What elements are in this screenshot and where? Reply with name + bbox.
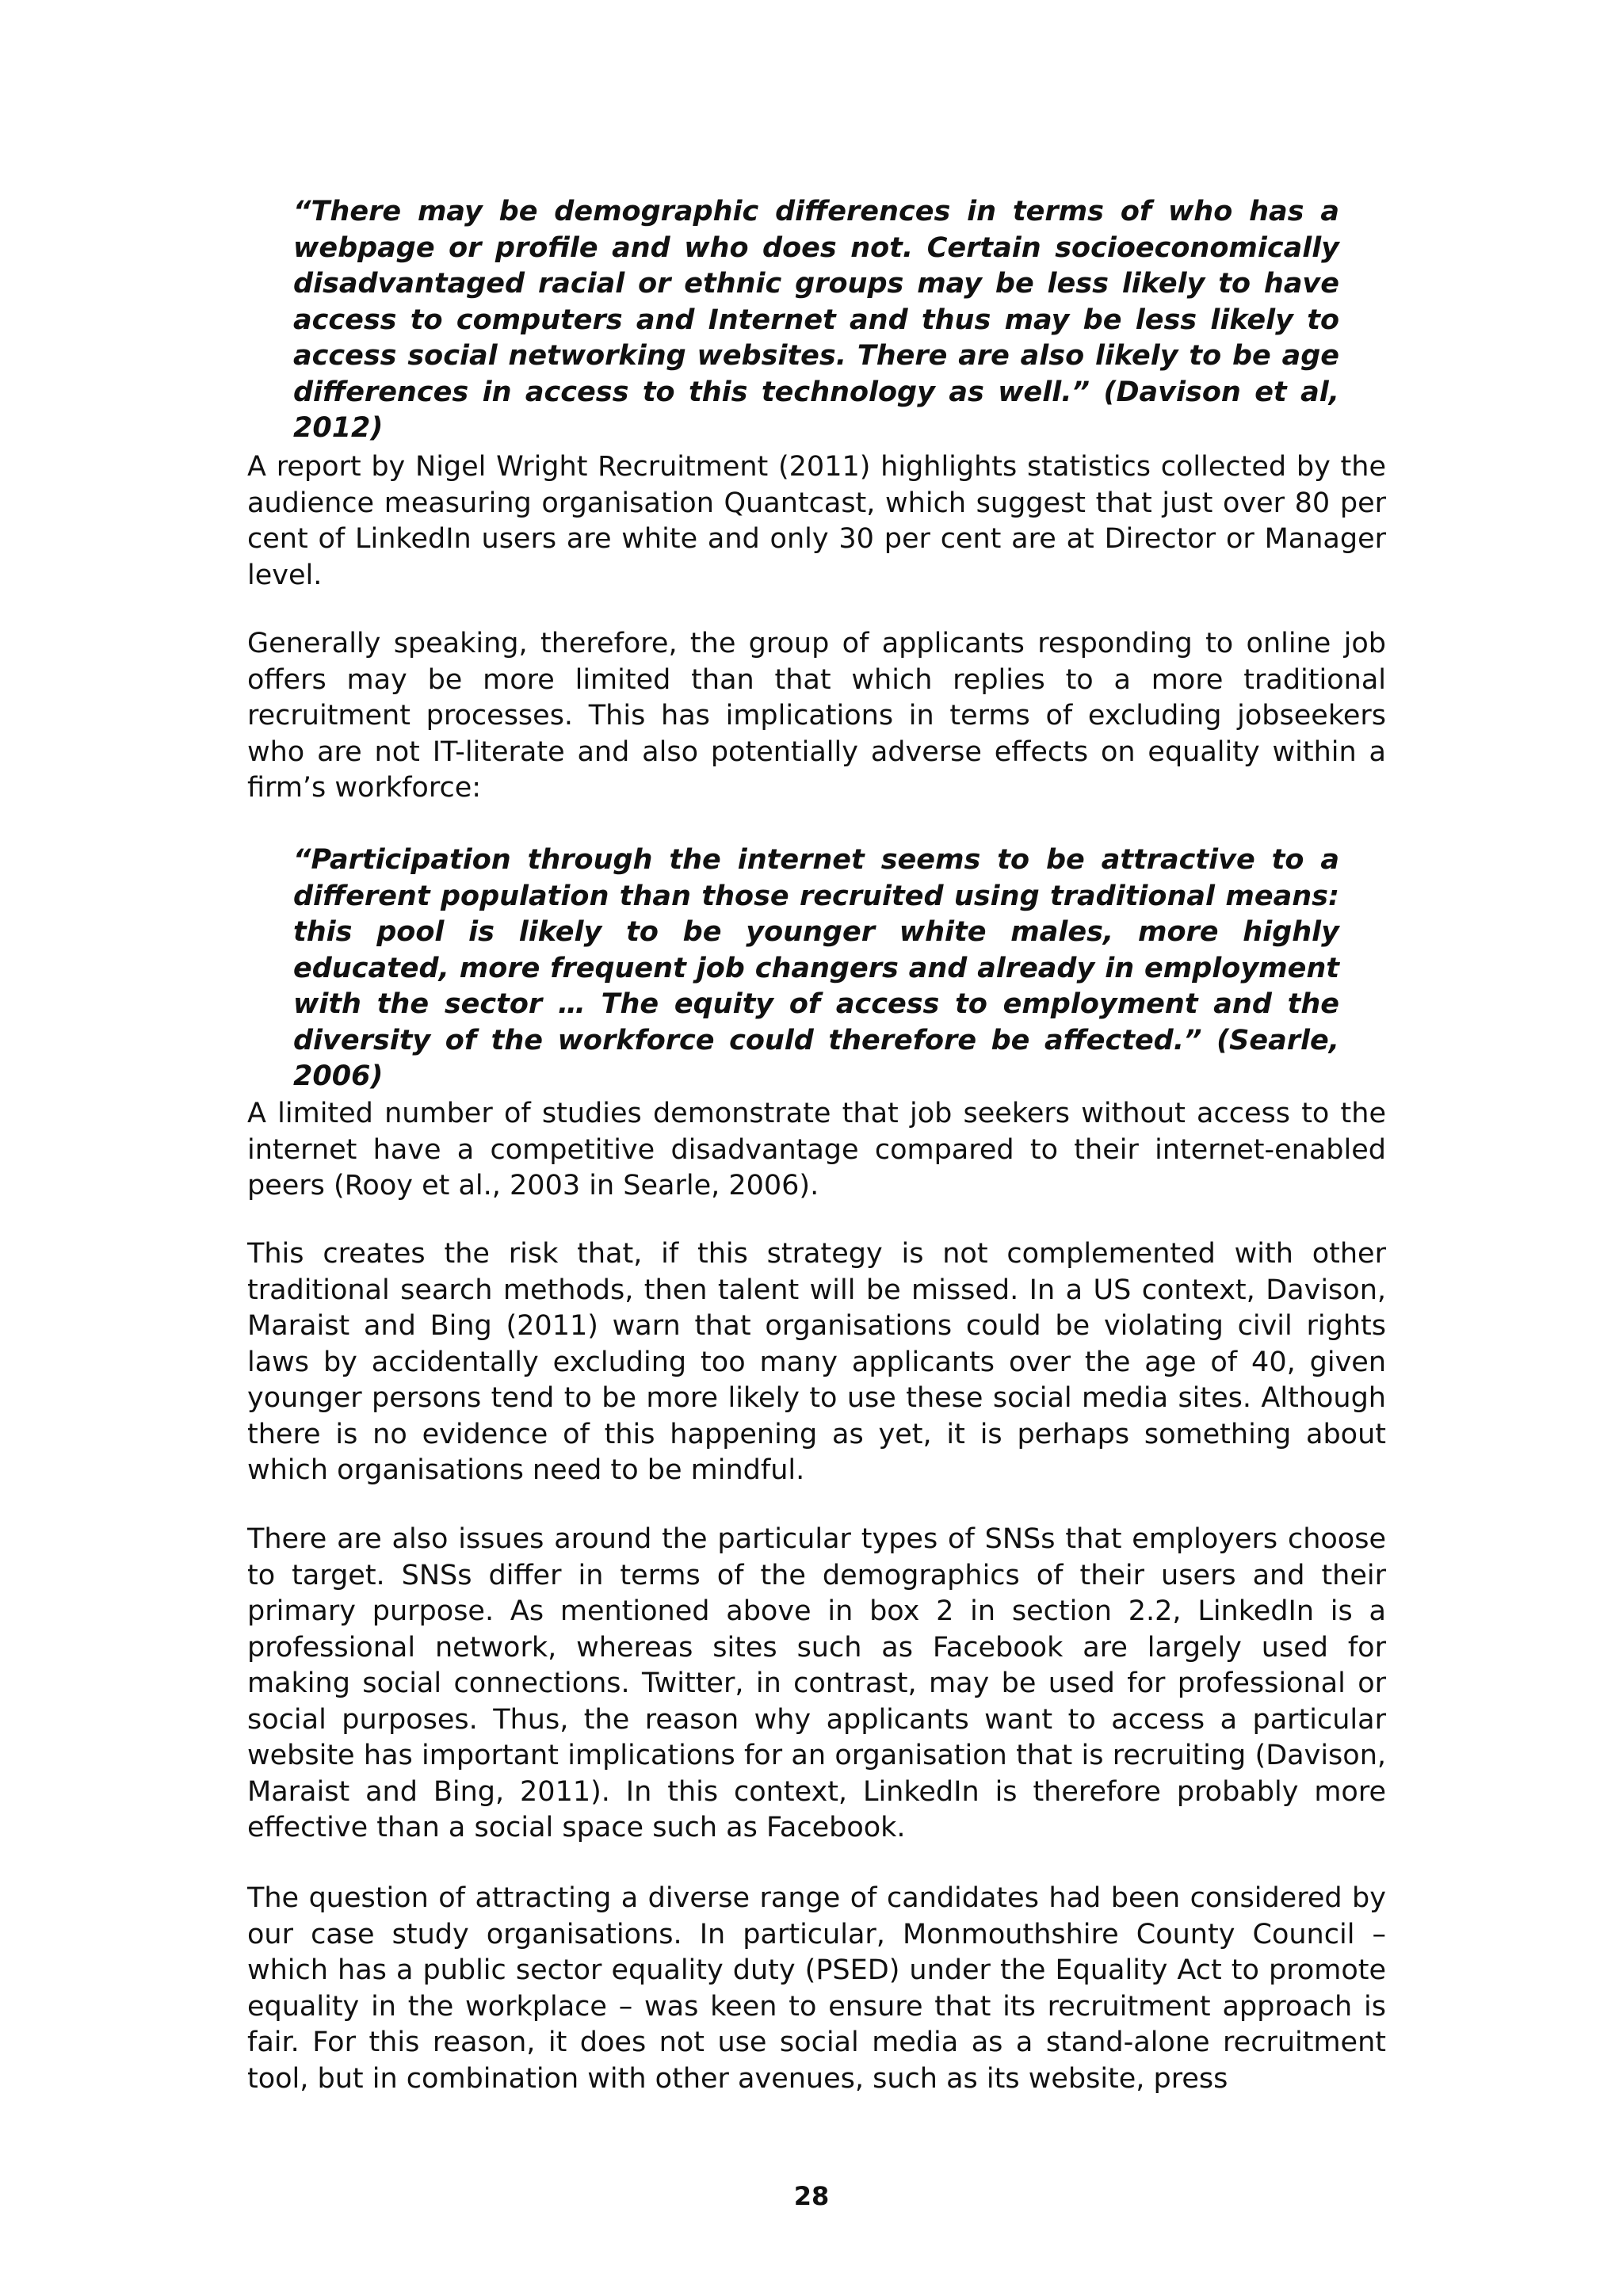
page-number: 28 — [793, 2181, 830, 2211]
paragraph-online-applicants: Generally speaking, therefore, the group of applicants responding to online job offers may be more limited than that which replies to a more traditional recruitment processes. This has implications in terms of excluding jobseekers who are not IT-literate and also potentially adverse effects on equality within a firm’s workforce: — [247, 628, 1386, 804]
paragraph-talent-risk: This creates the risk that, if this strategy is not complemented with other traditional search methods, then talent will be missed. In a US context, Davison, Maraist and Bing (2011) warn that organisations could be violating civil rights laws by accidentally excluding too many applicants over the age of 40, given younger persons tend to be more likely to use these social media sites. Although there is no evidence of this happening as yet, it is perhaps something about which organisations need to be mindful. — [247, 1238, 1386, 1486]
paragraph-sns-types: There are also issues around the particular types of SNSs that employers choose to target. SNSs differ in terms of the demographics of their users and their primary purpose. As mentioned above in box 2 in section 2.2, LinkedIn is a professional network, whereas sites such as Facebook are largely used for making social connections. Twitter, in contrast, may be used for professional or social purposes. Thus, the reason why applicants want to access a particular website has important implications for an organisation that is recruiting (Davison, Maraist and Bing, 2011). In this context, LinkedIn is therefore probably more effective than a social space such as Facebook. — [247, 1523, 1386, 1843]
paragraph-case-study: The question of attracting a diverse range of candidates had been considered by our case study organisations. In particular, Monmouthshire County Council – which has a public sector equality duty (PSED) under the Equality Act to promote equality in the workplace – was keen to ensure that its recruitment approach is fair. For this reason, it does not use social media as a stand-alone recruitment tool, but in combination with other avenues, such as its website, press — [247, 1882, 1386, 2095]
paragraph-nigel-wright-report: A report by Nigel Wright Recruitment (2011) highlights statistics collected by the audience measuring organisation Quantcast, which suggest that just over 80 per cent of LinkedIn users are white and only 30 per cent are at Director or Manager level. — [247, 451, 1386, 591]
block-quote-davison: “There may be demographic differences in terms of who has a webpage or profile and who does not. Certain socioeconomically disadvantaged racial or ethnic groups may be less likely to have access to computers and Internet and thus may be less likely to access social networking websites. There are also likely to be age differences in access to this technology as well.” (Davison et al, 2012) — [293, 196, 1339, 444]
paragraph-limited-studies: A limited number of studies demonstrate that job seekers without access to the internet have a competitive disadvantage compared to their internet-enabled peers (Rooy et al., 2003 in Searle, 2006). — [247, 1098, 1386, 1201]
block-quote-searle: “Participation through the internet seems to be attractive to a different population than those recruited using traditional means: this pool is likely to be younger white males, more highly educated, more frequent job changers and already in employment with the sector … The equity of access to employment and the diversity of the workforce could therefore be affected.” (Searle, 2006) — [293, 844, 1339, 1092]
